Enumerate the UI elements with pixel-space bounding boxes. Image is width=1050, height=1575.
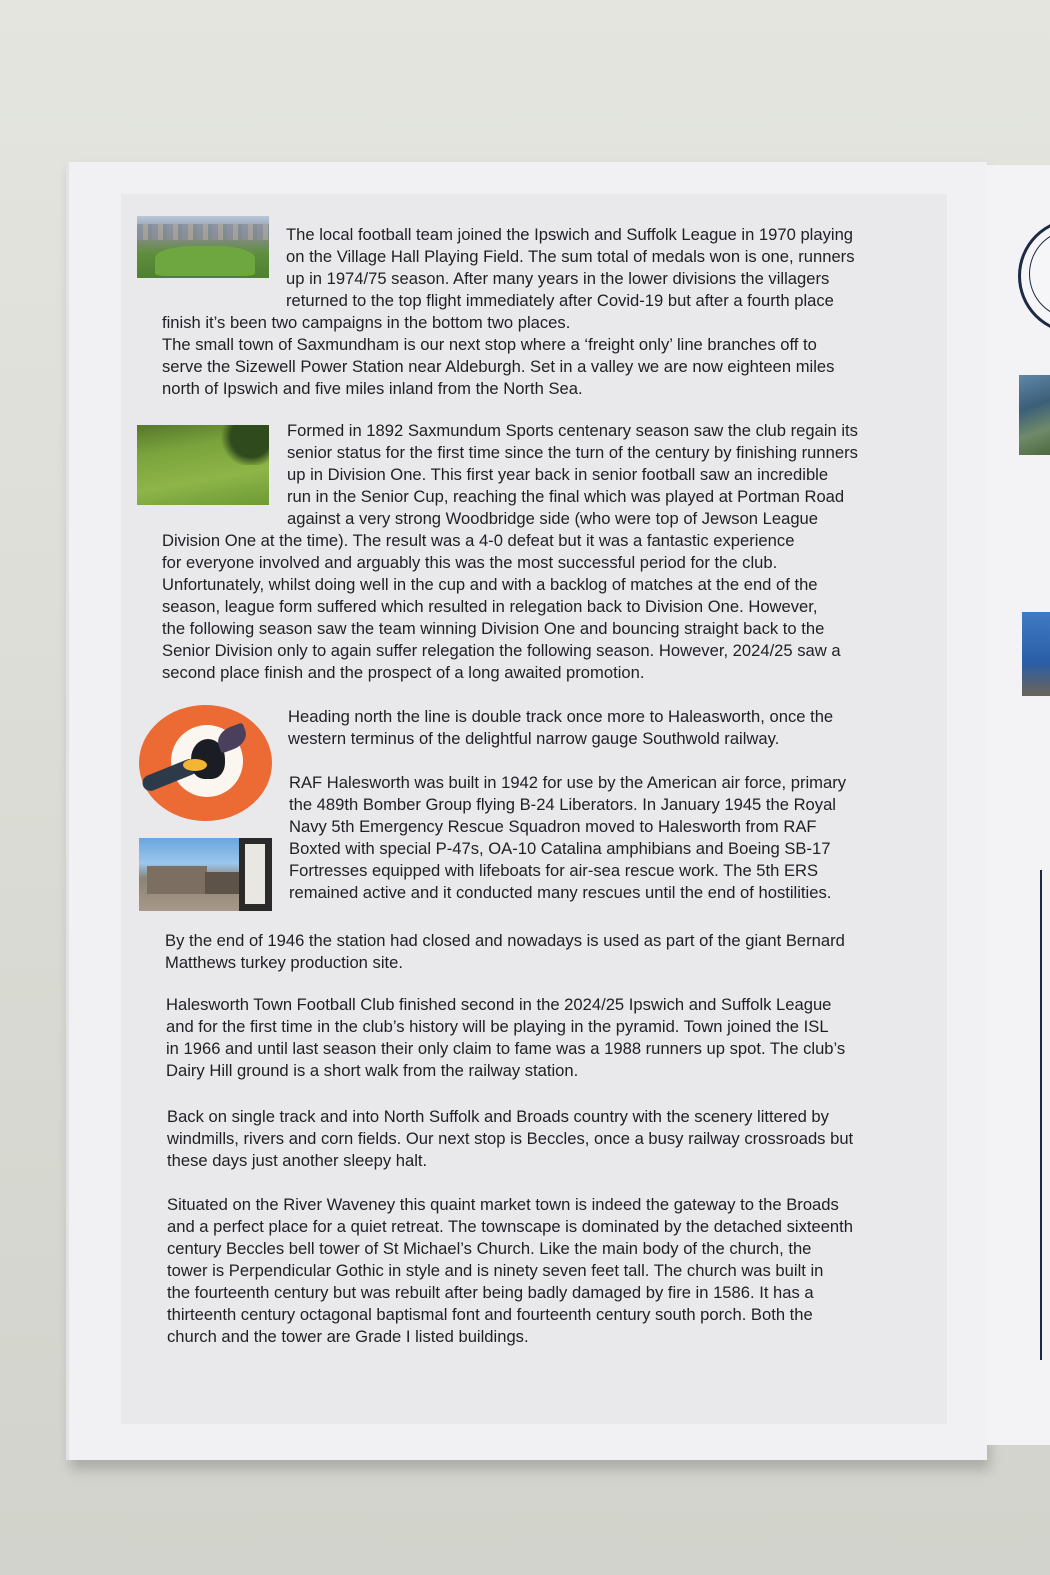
paragraph-beccles-town: Situated on the River Waveney this quaint market town is indeed the gateway to the Broads and a perfect place for a quiet retreat. The townscape is dominated by the detached sixteenth century Beccles bell tower of St Michael’s Church. Like the main body of the church, the tower is Perpendicular Gothic in style and is ninety seven feet tall. The church was built in the fourteenth century but was rebuilt after being badly damaged by fire in 1586. It has a thirteenth century octagonal baptismal font and fourteenth century south porch. Both the church and the tower are Grade I listed buildings. [167,1195,853,1346]
paragraph-beccles-approach: Back on single track and into North Suffolk and Broads country with the scenery littered by windmills, rivers and corn fields. Our next stop is Beccles, once a busy railway crossroads but these days just another sleepy halt. [167,1107,854,1170]
paragraph-saxmundham: finish it’s been two campaigns in the bottom two places. The small town of Saxmundham is our next stop where a ‘freight only’ line branches off to serve the Sizewell Power Station near Aldeburgh. Set in a valley we are now eighteen miles north of Ipswich and five miles inland from the North Sea. [162,313,835,398]
paragraph-haleasworth: Heading north the line is double track once more to Haleasworth, once the western terminus of the delightful narrow gauge Southwold railway. [288,707,834,748]
aerial-village-ground-photo [137,216,269,278]
paragraph-saxmundham-sports: Formed in 1892 Saxmundum Sports centenary season saw the club regain its senior status for the first time since the turn of the century by finishing runners up in Division One. This first year back in senior football saw an incredible run in the Senior Cup, reaching the final which was played at Portman Road against a very strong Woodbridge side (who were top of Jewson League [287,421,858,528]
airfield-buildings-photo [139,838,272,911]
facing-page-rule [1040,870,1042,1360]
photo-town [137,224,269,240]
seal-ring [1029,229,1050,319]
sign-face [245,844,265,904]
photo-memorial-sign [239,838,272,911]
photo-hut [205,872,241,894]
paragraph-halesworth-town: Halesworth Town Football Club finished second in the 2024/25 Ipswich and Suffolk League and for the first time in the club’s history will be playing in the pyramid. Town joined the ISL in 1966 and until last season their only claim to fame was a 1988 runners up spot. The club’s Dairy Hill ground is a short walk from the railway station. [166,995,846,1080]
paragraph-saxmundham-sports-continued: Division One at the time). The result was a 4-0 defeat but it was a fantastic experience for everyone involved and arguably this was the most successful period for the club. Unfortunately, whilst doing well in the cup and with a backlog of matches at the end of the season, league form suffered which resulted in relegation back to Division One. However, the following season saw the team winning Division One and bouncing straight back to the Senior Division only to again suffer relegation the following season. However, 2024/25 saw a second place finish and the prospect of a long awaited promotion. [162,531,841,682]
facing-page-photo [1019,375,1050,455]
photo-hut [147,866,207,894]
badge-beak [183,759,207,771]
paragraph-village-football: The local football team joined the Ipswich and Suffolk League in 1970 playing on the Village Hall Playing Field. The sum total of medals won is one, runners up in 1974/75 season. After many years in the lower divisions the villagers returned to the top flight immediately after Covid-19 but after a fourth place [286,225,855,310]
paragraph-station-closed: By the end of 1946 the station had closed and nowadays is used as part of the giant Bernard Matthews turkey production site. [165,931,845,972]
facing-page-photo [1022,612,1050,696]
photo-trees [209,425,269,465]
paragraph-raf-halesworth: RAF Halesworth was built in 1942 for use by the American air force, primary the 489th Bomber Group flying B-24 Liberators. In January 1945 the Royal Navy 5th Emergency Rescue Squadron moved to Halesworth from RAF Boxted with special P-47s, OA-10 Catalina amphibians and Boeing SB-17 Fortresses equipped with lifeboats for air-sea rescue work. The 5th ERS remained active and it conducted many rescues until the end of hostilities. [289,773,847,902]
photo-pitch [155,246,255,276]
bomber-group-badge-icon [139,705,272,821]
aerial-pitch-photo [137,425,269,505]
